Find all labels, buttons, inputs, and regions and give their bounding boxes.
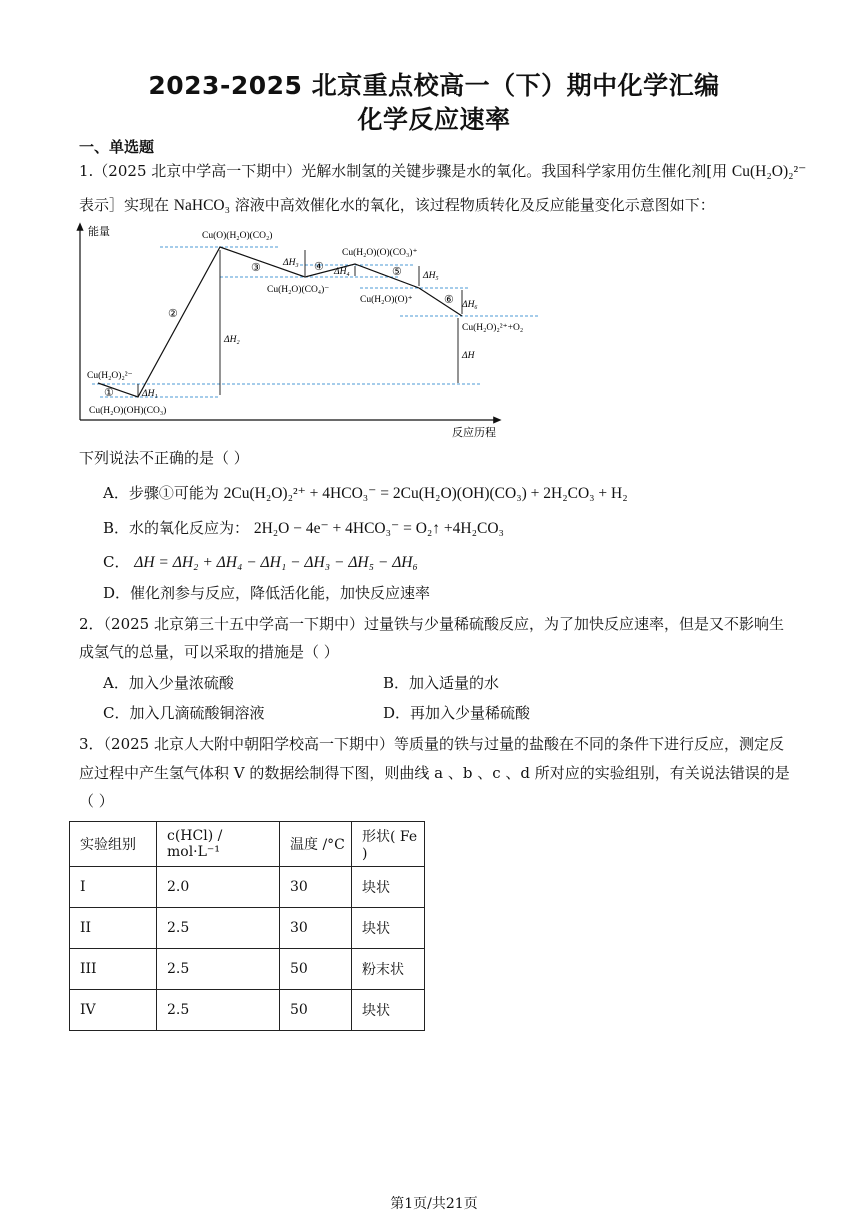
option-b-label: B．水的氧化反应为：	[103, 519, 250, 537]
q1-option-b[interactable]	[103, 518, 504, 539]
header-shape: 形状( Fe )	[352, 822, 425, 867]
header-temperature: 温度 /°C	[280, 822, 352, 867]
option-a-label: A．步骤①可能为	[103, 484, 219, 502]
table-row	[70, 990, 425, 1031]
table-cell: III	[70, 949, 157, 990]
species-start: Cu(H₂O)₂²⁻	[87, 371, 133, 381]
delta-arrows	[138, 250, 462, 396]
q3-line1: 3．（2025 北京人大附中朝阳学校高一下期中）等质量的铁与过量的盐酸在不同的条件下进行反应，测定反	[79, 735, 784, 753]
table-row	[70, 949, 425, 990]
step-4: ④	[314, 261, 324, 273]
delta-h1: ΔH₁	[142, 389, 158, 399]
table-cell: 粉末状	[352, 949, 425, 990]
step-3: ③	[251, 262, 261, 274]
table-cell: 30	[280, 908, 352, 949]
q2-option-c[interactable]: C．加入几滴硫酸铜溶液	[103, 704, 265, 722]
reaction-pathway	[98, 247, 462, 397]
document-subtitle: 化学反应速率	[357, 105, 511, 134]
q2-line1: 2．（2025 北京第三十五中学高一下期中）过量铁与少量稀硫酸反应，为了加快反应速率，但是又不影响生	[79, 615, 784, 633]
q1-text-b: 溶液中高效催化水的氧化，该过程物质转化及反应能量变化示意图如下：	[234, 196, 715, 214]
q3-line2: 应过程中产生氢气体积 V 的数据绘制得下图，则曲线 a 、b 、c 、d 所对应的实验组别，有关说法错误的是	[79, 764, 790, 782]
document-title: 2023-2025 北京重点校高一（下）期中化学汇编	[148, 71, 720, 100]
q1-line2	[79, 195, 715, 216]
q2-line2: 成氢气的总量，可以采取的措施是（ ）	[79, 643, 339, 661]
delta-h6: ΔH₆	[462, 300, 478, 310]
table-cell: 块状	[352, 867, 425, 908]
species-end: Cu(H₂O)₂²⁺+O₂	[462, 323, 524, 333]
option-a-equation: 2Cu(H₂O)₂²⁺ + 4HCO₃⁻ = 2Cu(H₂O)(OH)(CO₃) + 2H₂CO₃ + H₂	[223, 485, 628, 502]
step-5: ⑤	[392, 266, 402, 278]
q1-option-d[interactable]: D．催化剂参与反应，降低活化能，加快反应速率	[103, 584, 431, 602]
table-cell: 2.5	[157, 949, 280, 990]
section-heading: 一、单选题	[79, 138, 155, 156]
species-s2: Cu(O)(H₂O)(CO₂)	[202, 231, 273, 241]
table-cell: 2.5	[157, 990, 280, 1031]
q2-option-a[interactable]: A．加入少量浓硫酸	[103, 674, 234, 692]
table-cell: 50	[280, 949, 352, 990]
delta-h2: ΔH₂	[224, 335, 240, 345]
table-header-row	[70, 822, 425, 867]
table-cell: 50	[280, 990, 352, 1031]
q1-text: 1.（2025 北京中学高一下期中）光解水制氢的关键步骤是水的氧化。我国科学家用仿生催化剂[用	[79, 162, 728, 180]
table-cell: 2.0	[157, 867, 280, 908]
q1-stem: 下列说法不正确的是（ ）	[79, 449, 249, 467]
delta-h4: ΔH₄	[334, 267, 350, 277]
step-6: ⑥	[444, 294, 454, 306]
experiment-table	[69, 821, 425, 1031]
q1-option-a[interactable]	[103, 483, 628, 504]
species-s3: Cu(H₂O)(CO₄)⁻	[267, 285, 330, 295]
q1-line1	[79, 161, 806, 182]
header-concentration: c(HCl) / mol·L⁻¹	[157, 822, 280, 867]
page-footer: 第1页/共21页	[390, 1196, 478, 1212]
step-1: ①	[104, 387, 114, 399]
q3-line3: （ ）	[79, 792, 114, 810]
q2-option-d[interactable]: D．再加入少量稀硫酸	[383, 704, 531, 722]
energy-diagram	[70, 220, 550, 442]
q2-option-b[interactable]: B．加入适量的水	[383, 674, 500, 692]
option-b-equation: 2H₂O − 4e⁻ + 4HCO₃⁻ = O₂↑ +4H₂CO₃	[253, 520, 504, 537]
delta-h: ΔH	[462, 351, 475, 361]
species-s1: Cu(H₂O)(OH)(CO₃)	[89, 406, 167, 416]
header-group: 实验组别	[70, 822, 157, 867]
option-c-equation: ΔH = ΔH₂ + ΔH₄ − ΔH₁ − ΔH₃ − ΔH₅ − ΔH₆	[134, 554, 418, 571]
table-cell: I	[70, 867, 157, 908]
x-axis-label: 反应历程	[452, 427, 496, 439]
species-s4: Cu(H₂O)(O)(CO₃)⁺	[342, 248, 418, 258]
option-c-label: C．	[103, 553, 130, 571]
table-cell: IV	[70, 990, 157, 1031]
y-axis-label: 能量	[88, 226, 110, 238]
step-2: ②	[168, 308, 178, 320]
table-cell: 块状	[352, 990, 425, 1031]
species-s5: Cu(H₂O)(O)⁺	[360, 295, 413, 305]
table-row	[70, 908, 425, 949]
catalyst-formula: Cu(H₂O)₂²⁻	[731, 163, 807, 180]
table-cell: II	[70, 908, 157, 949]
delta-h5: ΔH₅	[423, 271, 439, 281]
q1-text-a: 表示］实现在	[79, 196, 170, 214]
salt-formula: NaHCO₃	[173, 197, 230, 214]
delta-h3: ΔH₃	[283, 258, 299, 268]
table-cell: 2.5	[157, 908, 280, 949]
table-cell: 块状	[352, 908, 425, 949]
table-row	[70, 867, 425, 908]
table-cell: 30	[280, 867, 352, 908]
q1-option-c[interactable]	[103, 552, 418, 573]
step-dashes	[220, 247, 462, 316]
